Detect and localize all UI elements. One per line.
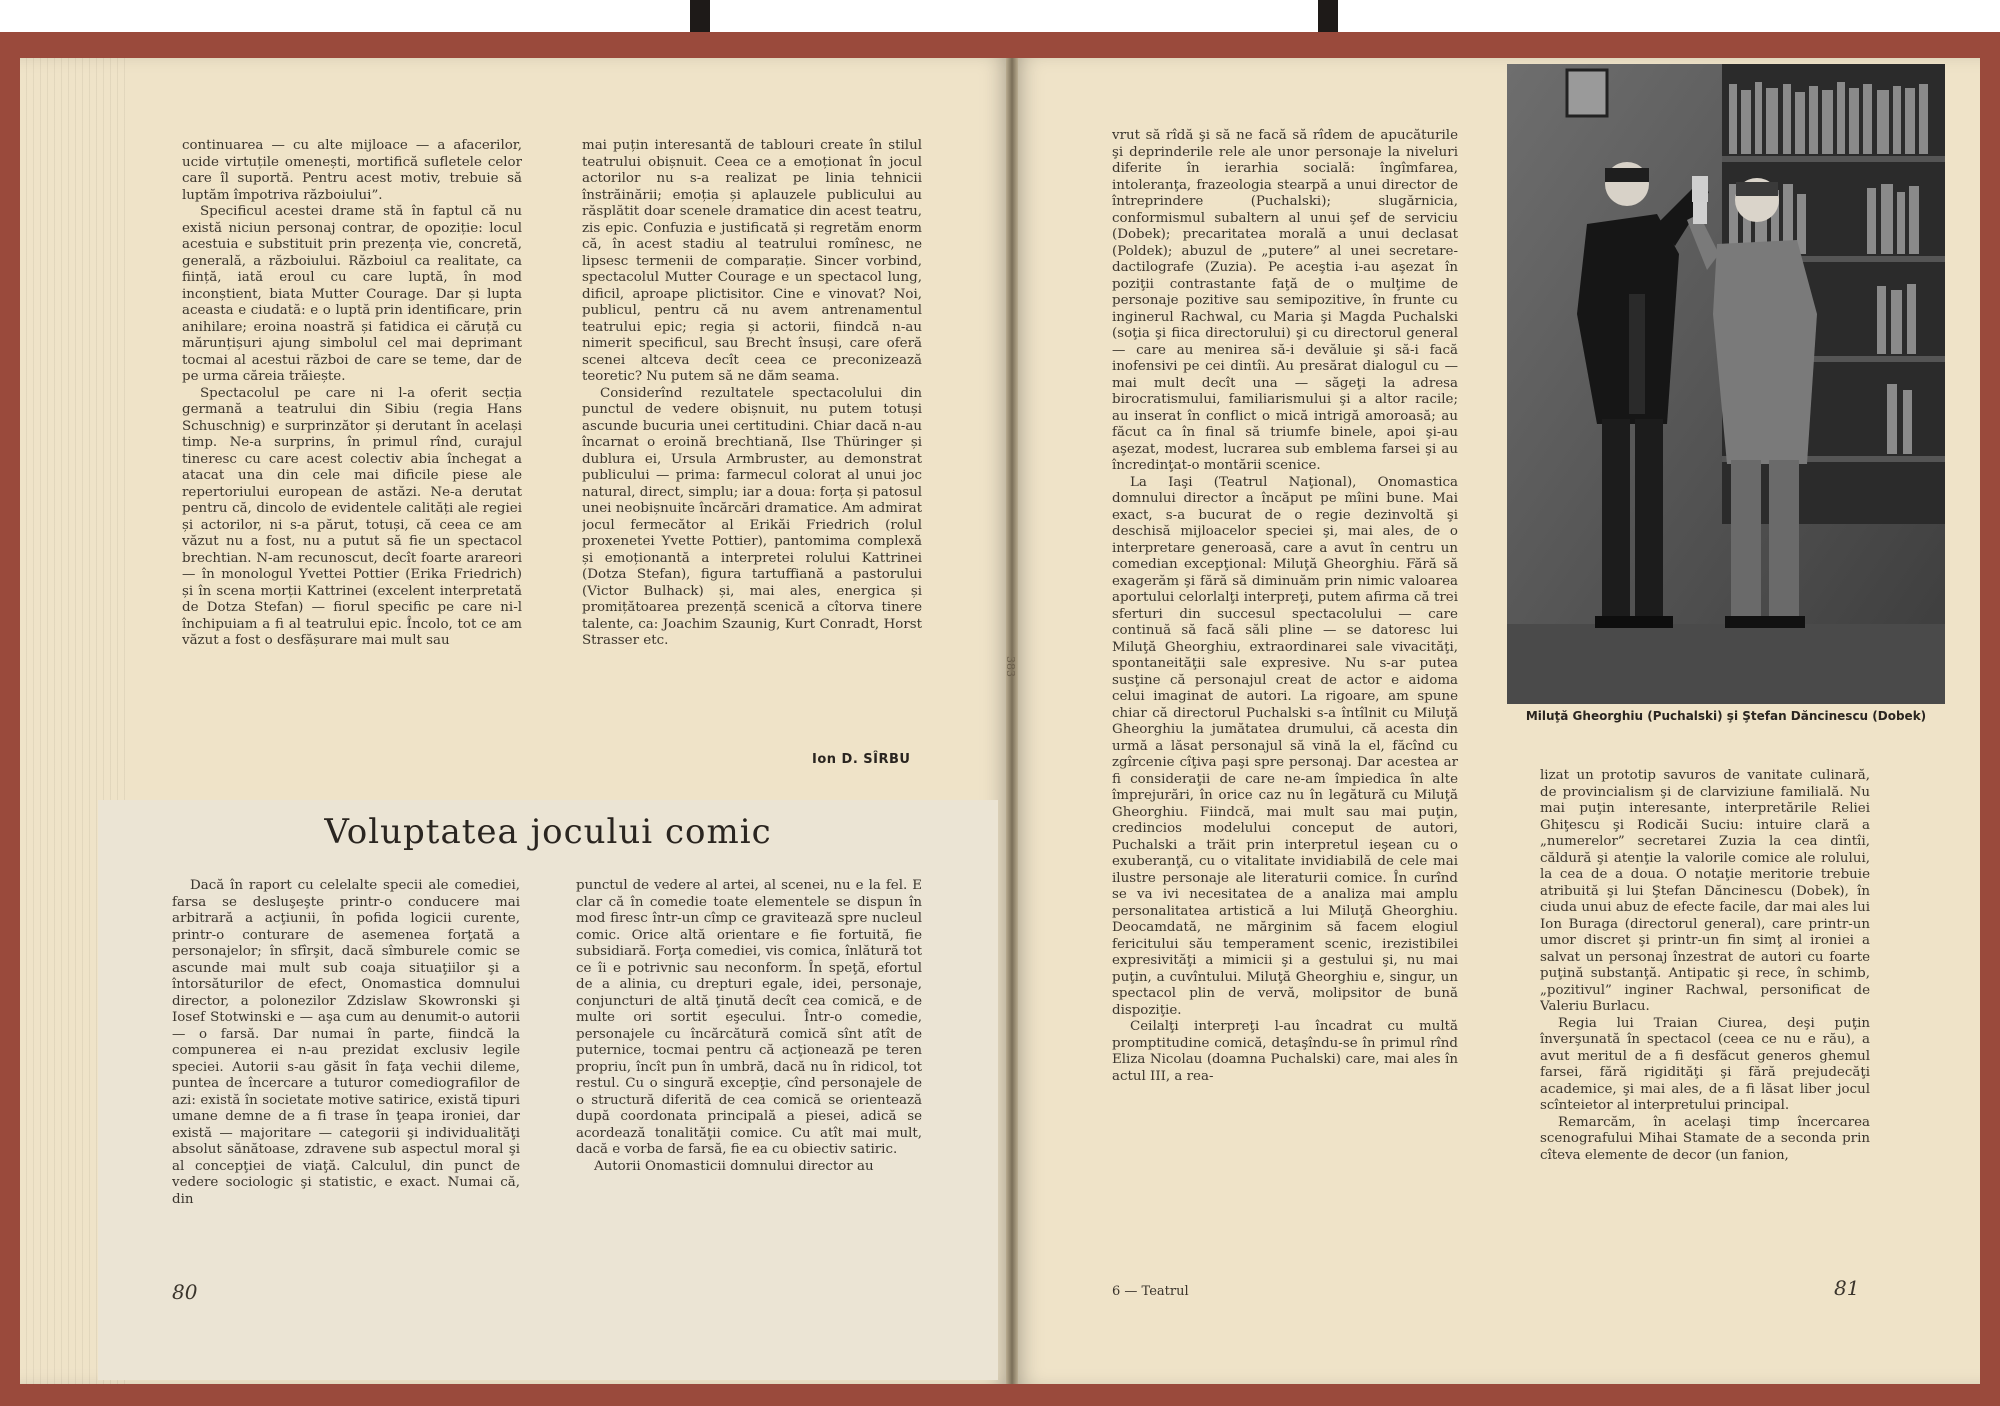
paragraph: Dacă în raport cu celelalte specii ale comediei, farsa se desluşeşte printr-o conducere mai arbitrară a acţiunii, în pofida logicii curente, printr-o conturare de asemenea forţată a personajelor; în sfîrşit, dacă sîmburele comic se ascunde mai mult sub coaja situaţiilor şi a întorsăturilor de efect, Onomastica domnului director, a polonezilor Zdzislaw Skowronski şi Iosef Stotwinski e — aşa cum au denumit-o autorii — o farsă. Dar numai în parte, fiindcă la compunerea ei n-au prezidat exclusiv legile speciei. Autorii s-au găsit în faţa vechii dileme, puntea de încercare a tuturor comediografilor de azi: există în societate motive satirice, există tipuri umane demne de a fi trase în ţeapa ironiei, dar există — majoritare — categorii şi individualităţi absolut sănătoase, zdravene sub aspectul moral şi al concepţiei de viaţă. Calculul, din punct de vedere sociologic şi statistic, e exact. Numai că, din: [172, 878, 520, 1207]
paragraph: La Iaşi (Teatrul Naţional), Onomastica domnului director a încăput pe mîini bune. Mai exact, s-a bucurat de o regie dezinvoltă şi deschisă mijloacelor speciei şi, mai ales, de o interpretare generoasă, care a avut în centru un comedian excepţional: Miluţă Gheorghiu. Fără să exagerăm şi fără să diminuăm prin nimic valoarea aportului celorlalţi interpreţi, putem afirma că trei sferturi din succesul spectacolului — care continuă să facă săli pline — se datoresc lui Miluţă Gheorghiu, extraordinarei sale vivacităţi, spontaneităţii sale expresive. Nu s-ar putea susţine că personajul creat de actor e aidoma celui imaginat de autori. La rigoare, am spune chiar că directorul Puchalski s-a întîlnit cu Miluţă Gheorghiu la jumătatea drumului, că acesta din urmă a lăsat personajul să vină la el, făcînd cu zgîrcenie cîţiva paşi spre personaj. Dar acestea ar fi consideraţii de care ne-am împiedica în alte împrejurări, în orice caz nu în legătură cu Miluţă Gheorghiu. Fiindcă, mai mult sau mai puţin, credincios modelului conceput de autori, Puchalski a trăit prin interpretul ieşean cu o exuberanţă, cu o vitalitate invidiabilă de cele mai ilustre personaje ale literaturii comice. În curînd se va ivi necesitatea de a analiza mai amplu personalitatea artistică a lui Miluţă Gheorghiu. Deocamdată, ne mărginim să facem elogiul fericitului său temperament scenic, irezistibilei expresivităţi a mimicii şi a gestului şi, nu mai puţin, a cuvîntului. Miluţă Gheorghiu e, singur, un spectacol plin de vervă, molipsitor de bună dispoziţie.: [1112, 474, 1458, 1018]
book-spine: [1006, 58, 1018, 1384]
paragraph: Ceilalţi interpreţi l-au încadrat cu multă promptitudine comică, detaşîndu-se în primul rînd Eliza Nicolau (doamna Puchalski) care, mai ales în actul III, a rea-: [1112, 1019, 1458, 1084]
spine-mark: 383: [1004, 656, 1017, 677]
paragraph: mai puțin interesantă de tablouri create în stilul teatrului obișnuit. Ceea ce a emoționat în jocul actorilor nu s-a realizat pe linia tehnicii înstrăinării; emoția și aplauzele publicului au răsplătit doar scenele dramatice din acest teatru, zis epic. Confuzia e justificată și regretăm enorm că, în acest stadiu al teatrului romînesc, ne lipsesc termenii de comparație. Sincer vorbind, spectacolul Mutter Courage e un spectacol lung, dificil, aproape plictisitor. Cine e vinovat? Noi, publicul, pentru că nu avem antrenamentul teatrului epic; regia și actorii, fiindcă n-au nimerit specificul, sau Brecht însuși, care oferă scenei altceva decît ceea ce preconizează teoretic? Nu putem să ne dăm seama.: [582, 138, 922, 384]
page-number-left: 80: [172, 1280, 198, 1304]
paragraph: Spectacolul pe care ni l-a oferit secția germană a teatrului din Sibiu (regia Hans Schuschnig) e surprinzător și derutant în același timp. Ne-a surprins, în primul rînd, curajul tineresc cu care acest colectiv abia închegat a atacat una din cele mai dificile piese ale repertoriului european de astăzi. Ne-a derutat pentru că, dincolo de evidentele calități ale regiei și actorilor, ni s-a părut, totuși, că ceea ce am văzut nu a fost, nu a putut să fie un spectacol brechtian. N-am recunoscut, decît foarte arareori — în monologul Yvettei Pottier (Erika Friedrich) și în scena morții Kattrinei (excelent interpretată de Dotza Stefan) — fiorul specific pe care ni-l închipuiam a fi al teatrului epic. Încolo, tot ce am văzut a fost o desfășurare mai mult sau: [182, 385, 522, 648]
left-column-1: [182, 138, 522, 770]
left-column-4: [576, 878, 922, 1278]
paragraph: vrut să rîdă şi să ne facă să rîdem de apucăturile şi deprinderile rele ale unor personaje la niveluri diferite în ierarhia socială: îngîmfarea, intoleranţa, frazeologia stearpă a unui director de întreprindere (Puchalski); slugărnicia, conformismul subaltern al unui şef de serviciu (Dobek); precaritatea morală a unui declasat (Poldek); abuzul de „putere” al unei secretare-dactilografe (Zuzia). Pe aceştia i-au aşezat în poziţii contrastante faţă de o mulţime de personaje pozitive sau semipozitive, în frunte cu inginerul Rachwal, cu Maria şi Magda Puchalski (soţia şi fiica directorului) şi cu directorul general — care au menirea să-i devăluie şi să-i facă inofensivi pe cei dintîi. Au presărat dialogul cu — mai mult decît una — săgeţi la adresa birocratismului, familiarismului şi a altor racile; au inserat în conflict o mică intrigă amoroasă; au făcut ca în final să triumfe binele, apoi şi-au aşezat, modest, lucrarea sub emblema farsei şi au încredinţat-o montării scenice.: [1112, 128, 1458, 473]
left-column-2: [582, 138, 922, 750]
paragraph: punctul de vedere al artei, al scenei, nu e la fel. E clar că în comedie toate elementele se dispun în mod firesc într-un cîmp ce gravitează spre nucleul comic. Orice altă orientare e fie fortuită, fie subsidiară. Forţa comediei, vis comica, înlătură tot ce îi e potrivnic sau neconform. În speţă, efortul de a alinia, cu drepturi egale, idei, personaje, conjuncturi de altă ţinută decît cea comică, e de multe ori sortit eşecului. Într-o comedie, personajele cu încărcătură comică sînt atît de puternice, tocmai pentru că acţionează pe teren propriu, încît pun în umbră, dacă nu în ridicol, tot restul. Cu o singură excepţie, cînd personajele de o structură diferită de cea comică se orientează după coordonata principală a piesei, adică se acordează tonalităţii comice. Cu atît mai mult, dacă e vorba de farsă, fie ea cu obiectiv satiric.: [576, 878, 922, 1157]
paragraph: Specificul acestei drame stă în faptul că nu există niciun personaj contrar, de opoziție: locul acestuia e substituit prin prezența vie, concretă, generală, a războiului. Războiul ca realitate, ca ființă, iată eroul cu care luptă, în mod inconștient, biata Mutter Courage. Dar și lupta aceasta e ciudată: e o luptă prin identificare, prin anihilare; eroina noastră și fatidica ei căruță cu mărunțișuri ajung simbolul cel mai deprimant tocmai al acestui război de care se teme, dar de pe urma căreia trăiește.: [182, 204, 522, 384]
background-top: [0, 0, 2000, 36]
binder-clip-right: [1318, 0, 1338, 36]
photograph: [1507, 64, 1945, 704]
paragraph: Considerînd rezultatele spectacolului din punctul de vedere obișnuit, nu putem totuși ascunde bucuria unei certitudini. Chiar dacă n-au încarnat o eroină brechtiană, Ilse Thüringer și dublura ei, Ursula Armbruster, au demonstrat publicului — prima: farmecul colorat al unui joc natural, direct, simplu; iar a doua: forța și patosul unei neobișnuite încărcări dramatice. Am admirat jocul fermecător al Erikăi Friedrich (rolul proxenetei Yvette Pottier), pantomima complexă și emoționantă a interpretei rolului Kattrinei (Dotza Stefan), figura tartuffiană a pastorului (Victor Bulhack) și, mai ales, energica și promițătoarea prezență scenică a cîtorva tinere talente, ca: Joachim Szaunig, Kurt Conradt, Horst Strasser etc.: [582, 385, 922, 648]
paragraph: continuarea — cu alte mijloace — a afacerilor, ucide virtuțile omenești, mortifică sufletele celor care îl suportă. Pentru acest motiv, trebuie să luptăm împotriva războiului”.: [182, 138, 522, 203]
paragraph: Autorii Onomasticii domnului director au: [594, 1158, 874, 1174]
right-column-2: [1540, 768, 1870, 1268]
page-footer-issue: 6 — Teatrul: [1112, 1284, 1189, 1299]
paragraph: Regia lui Traian Ciurea, deşi puţin înverşunată în spectacol (ceea ce nu e rău), a avut meritul de a fi desfăcut generos ghemul farsei, fără rigidităţi şi fără prejudecăţi academice, şi mai ales, de a fi lăsat liber jocul scînteietor al interpretului principal.: [1540, 1015, 1870, 1113]
binder-clip-left: [690, 0, 710, 36]
paragraph: lizat un prototip savuros de vanitate culinară, de provincialism şi de clarviziune familială. Nu mai puţin interesante, interpretările Reliei Ghiţescu şi Rodicăi Suciu: intuire clară a „numerelor” secretarei Zuzia la cea dintîi, căldură şi atenţie la valorile comice ale rolului, la cea de a doua. O notaţie meritorie trebuie atribuită şi lui Ştefan Dăncinescu (Dobek), în ciuda unui abuz de efecte facile, dar mai ales lui Ion Buraga (directorul general), care printr-un umor discret şi printr-un fin simţ al ironiei a salvat un personaj înzestrat de autori cu foarte puţină substanţă. Antipatic şi rece, în schimb, „pozitivul” inginer Rachwal, personificat de Valeriu Burlacu.: [1540, 768, 1870, 1014]
page-number-right: 81: [1834, 1276, 1860, 1300]
right-column-1: [1112, 128, 1458, 1258]
photo-illustration: [1507, 64, 1945, 704]
author-signature: Ion D. SÎRBU: [812, 752, 911, 767]
photo-caption: Miluţă Gheorghiu (Puchalski) şi Ştefan Dăncinescu (Dobek): [1525, 709, 1927, 723]
article-title: Voluptatea jocului comic: [324, 812, 772, 852]
paragraph: Remarcăm, în acelaşi timp încercarea scenografului Mihai Stamate de a seconda prin cîteva elemente de decor (un fanion,: [1540, 1114, 1870, 1163]
left-column-3: [172, 878, 520, 1278]
